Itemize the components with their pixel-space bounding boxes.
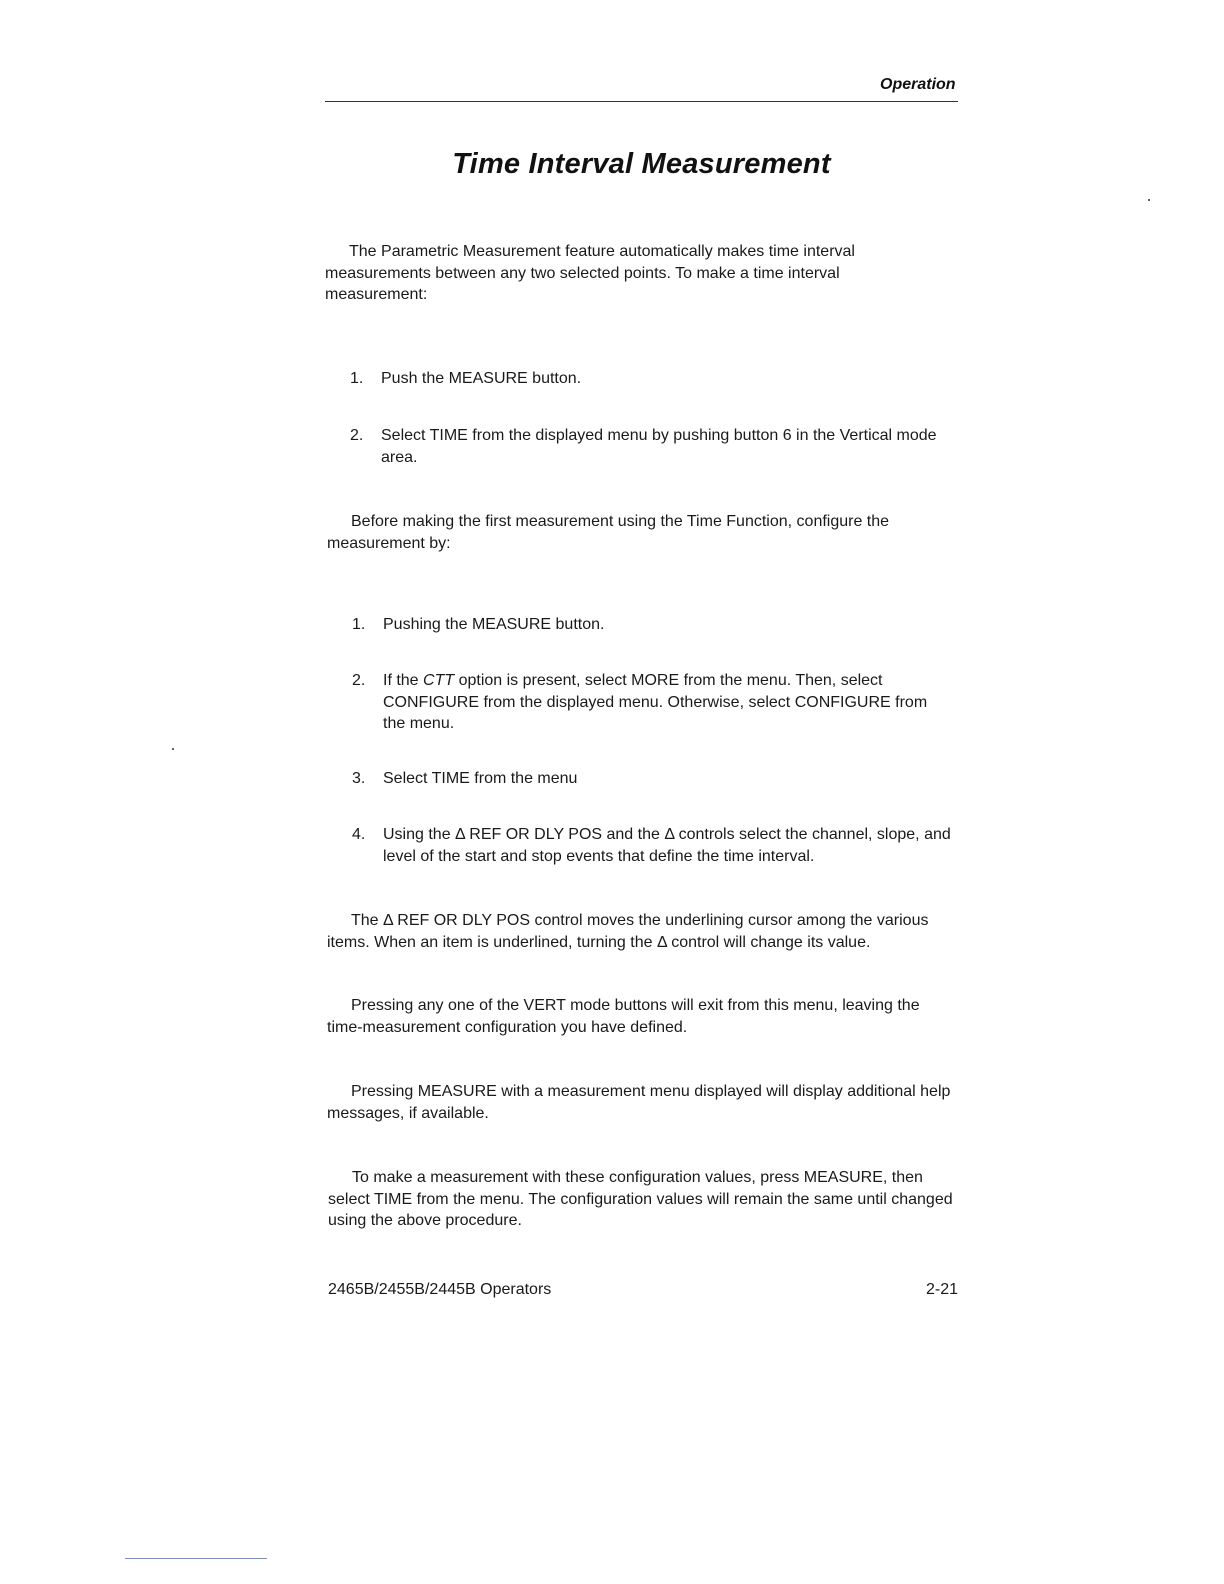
step-b-4 [352,824,952,868]
scan-edge-line [125,1558,267,1559]
cursor-text: The Δ REF OR DLY POS control moves the underlining cursor among the various items. When an item is underlined, turning the Δ control will change its value. [327,912,929,951]
vert-mode-text: Pressing any one of the VERT mode buttons will exit from this menu, leaving the time-measurement configuration you have defined. [327,997,920,1036]
step-a-1 [350,368,950,390]
step-number: 1. [352,616,366,633]
scan-speck [1148,199,1150,201]
step-b-2 [352,670,952,736]
step-b-1 [352,614,952,636]
step-text-after: option is present, select MORE from the menu. Then, select CONFIGURE from the displayed menu. Otherwise, select CONFIGURE from the menu. [383,672,928,732]
intro-paragraph [325,241,905,306]
vert-mode-paragraph [327,995,957,1038]
step-a-2 [350,425,950,469]
step-number: 4. [352,826,366,843]
ctt-option-label: CTT [423,672,455,689]
final-paragraph [328,1167,958,1232]
step-text [383,670,953,735]
help-paragraph [327,1081,957,1124]
step-number: 2. [350,427,364,444]
page-title: Time Interval Measurement [452,148,831,180]
step-text: Push the MEASURE button. [381,370,582,387]
scan-speck [172,748,174,750]
step-text-before: If the [383,672,424,689]
step-number: 1. [350,370,364,387]
step-b-3 [352,768,952,790]
step-text: Pushing the MEASURE button. [383,616,605,633]
config-intro-text: Before making the first measurement using the Time Function, configure the measurement by: [327,513,890,552]
intro-text: The Parametric Measurement feature automatically makes time interval measurements between any two selected points. To make a time interval measurement: [325,243,855,303]
help-text: Pressing MEASURE with a measurement menu displayed will display additional help messages, if available. [327,1083,951,1122]
footer-page-number: 2-21 [926,1281,959,1298]
step-text: Using the Δ REF OR DLY POS and the Δ controls select the channel, slope, and level of the start and stop events that define the time interval. [383,826,951,865]
step-text: Select TIME from the displayed menu by pushing button 6 in the Vertical mode area. [381,427,937,466]
header-rule [325,101,958,102]
running-head: Operation [880,76,956,93]
footer-manual-title: 2465B/2455B/2445B Operators [328,1281,552,1298]
final-text: To make a measurement with these configuration values, press MEASURE, then select TIME from the menu. The configuration values will remain the same until changed using the above procedure. [328,1169,953,1229]
cursor-paragraph [327,910,957,953]
step-number: 2. [352,672,366,689]
config-intro-paragraph [327,511,927,554]
step-text: Select TIME from the menu [383,770,578,787]
step-number: 3. [352,770,366,787]
